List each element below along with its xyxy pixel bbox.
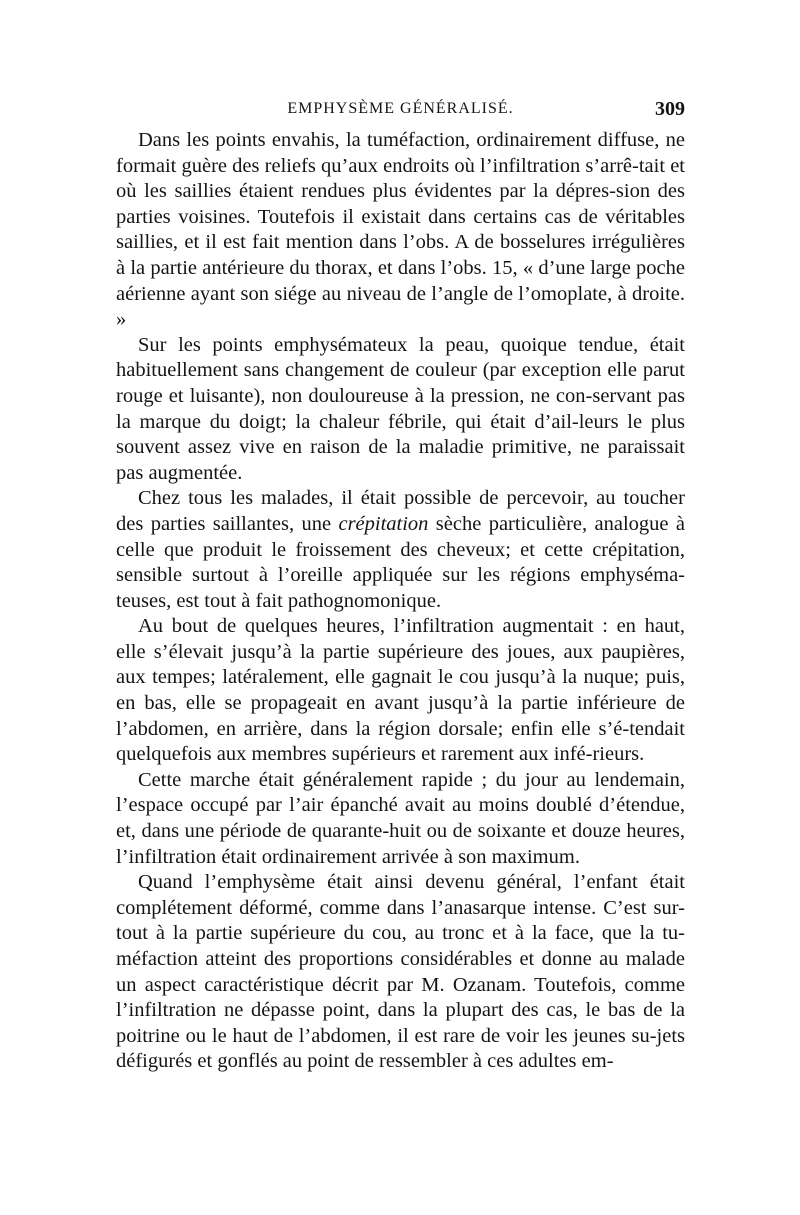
- paragraph-text: Chez tous les malades, il était possible de percevoir, au toucher des parties saillantes, une: [116, 487, 685, 535]
- paragraph: Dans les points envahis, la tuméfaction, ordinairement diffuse, ne formait guère des reliefs qu’aux endroits où l’infiltration s’arrê-tait et où les saillies étaient rendues plus évidentes par la dépres-sion des parties voisines. Toutefois il existait dans certains cas de véritables saillies, et il est fait mention dans l’obs. A de bosselures irrégulières à la partie antérieure du thorax, et dans l’obs. 15, « d’une large poche aérienne ayant son siége au niveau de l’angle de l’omoplate, à droite. »: [116, 129, 685, 331]
- page-number: 309: [655, 98, 685, 120]
- paragraph: Quand l’emphysème était ainsi devenu général, l’enfant était complétement déformé, comme dans l’anasarque intense. C’est sur-tout à la partie supérieure du cou, au tronc et à la face, que la tu-méfaction atteint des proportions considérables et donne au malade un aspect caractéristique décrit par M. Ozanam. Toutefois, comme l’infiltration ne dépasse point, dans la plupart des cas, le bas de la poitrine ou le haut de l’abdomen, il est rare de voir les jeunes su-jets défigurés et gonflés au point de ressembler à ces adultes em-: [116, 871, 685, 1073]
- paragraph: Cette marche était généralement rapide ; du jour au lendemain, l’espace occupé par l’air épanché avait au moins doublé d’étendue, et, dans une période de quarante-huit ou de soixante et douze heures, l’infiltration était ordinairement arrivée à son maximum.: [116, 768, 685, 868]
- paragraph: Au bout de quelques heures, l’infiltration augmentait : en haut, elle s’élevait jusqu’à la partie supérieure des joues, aux paupières, aux tempes; latéralement, elle gagnait le cou jusqu’à la nuque; puis, en bas, elle se propageait en avant jusqu’à la partie inférieure de l’abdomen, en arrière, dans la région dorsale; enfin elle s’é-tendait quelquefois aux membres supérieurs et rarement aux infé-rieurs.: [116, 615, 685, 766]
- running-title: EMPHYSÈME GÉNÉRALISÉ.: [287, 100, 514, 117]
- paragraph-text: sèche particulière, analogue à celle que produit le froissement des cheveux; et cette crépitation, sensible surtout à l’oreille appliquée sur les régions emphyséma-teuses, est tout à fait pathognomonique.: [116, 512, 685, 612]
- page-header: [116, 98, 685, 122]
- emphasized-term: crépitation: [338, 512, 429, 535]
- paragraph: [116, 486, 685, 614]
- body-text: [116, 128, 685, 1075]
- paragraph: Sur les points emphysémateux la peau, quoique tendue, était habituellement sans changement de couleur (par exception elle parut rouge et luisante), non douloureuse à la pression, ne con-servant pas la marque du doigt; la chaleur fébrile, qui était d’ail-leurs le plus souvent assez vive en raison de la maladie primitive, ne paraissait pas augmentée.: [116, 333, 685, 484]
